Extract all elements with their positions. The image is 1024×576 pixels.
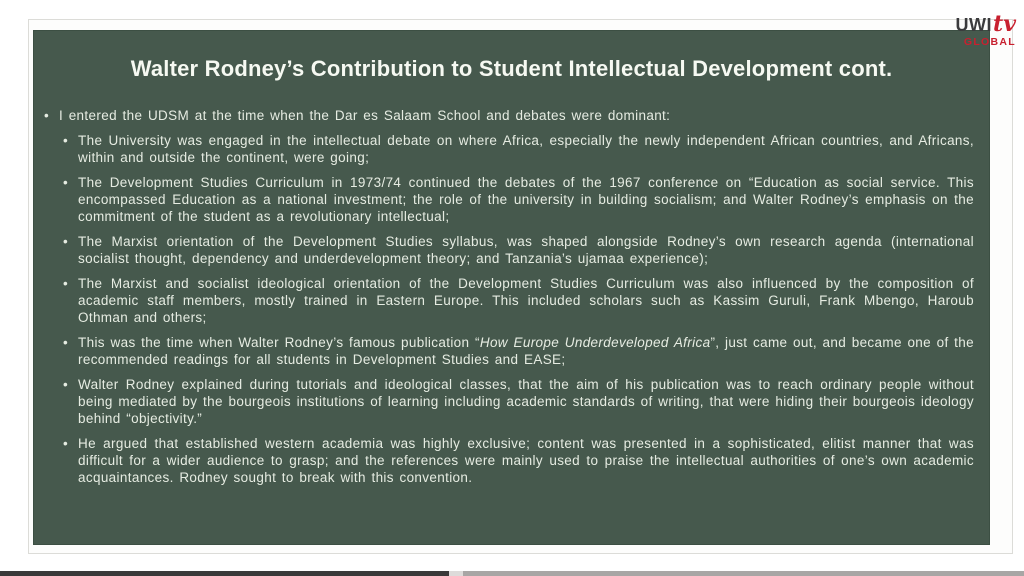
bullet-icon <box>44 107 59 124</box>
progress-bar-handle <box>449 571 463 576</box>
bullet-icon <box>63 376 78 427</box>
bullet-text <box>78 334 974 368</box>
bullet-list <box>33 107 990 486</box>
bullet-icon <box>63 132 78 166</box>
book-title-italic: How Europe Underdeveloped Africa <box>479 335 711 350</box>
bullet-text: Walter Rodney explained during tutorials and ideological classes, that the aim of his publication was to reach ordinary people without being mediated by the bourgeois institutions of learning including academic standards of writing, that were hiding their bourgeois ideology behind “objectivity.” <box>78 377 974 426</box>
bullet-item <box>63 275 974 326</box>
progress-bar-remaining <box>463 571 1024 576</box>
bullet-text: I entered the UDSM at the time when the Dar es Salaam School and debates were dominant: <box>59 108 671 123</box>
bullet-item <box>44 107 974 124</box>
bullet-icon <box>63 334 78 368</box>
bullet-text: The Marxist orientation of the Development Studies syllabus, was shaped alongside Rodney’s own research agenda (international socialist thought, dependency and underdevelopment theory; and Tanzania’s ujamaa experience); <box>78 234 974 266</box>
bullet-icon <box>63 233 78 267</box>
bullet-text: The Development Studies Curriculum in 1973/74 continued the debates of the 1967 conference on “Education as social service. This encompassed Education as a national investment; the role of the university in building socialism; and Walter Rodney’s emphasis on the commitment of the student as a revolutionary intellectual; <box>78 175 974 224</box>
bullet-item <box>63 376 974 427</box>
uwi-tv-global-logo <box>942 13 1016 48</box>
bullet-icon <box>63 275 78 326</box>
slide-title: Walter Rodney’s Contribution to Student Intellectual Development cont. <box>130 56 893 81</box>
bullet-icon <box>63 435 78 486</box>
bullet-item <box>63 233 974 267</box>
bullet-icon <box>63 174 78 225</box>
bullet-text-segment: This was the time when Walter Rodney’s famous publication “ <box>78 335 480 350</box>
slide <box>33 30 990 545</box>
video-progress-bar[interactable] <box>0 571 1024 576</box>
bullet-text: He argued that established western academia was highly exclusive; content was presented in a sophisticated, elitist manner that was difficult for a wider audience to grasp; and the references were mainly used to praise the intellectual authorities of one’s own academic acquaintances. Rodney sought to break with this convention. <box>78 436 974 485</box>
bullet-item <box>63 132 974 166</box>
uwi-logo-text: UWI <box>955 15 993 35</box>
bullet-item <box>63 334 974 368</box>
bullet-item <box>63 174 974 225</box>
progress-bar-elapsed <box>0 571 449 576</box>
bullet-text-segment: ”, just came out, and became one of the recommended readings for all students in Development Studies and EASE; <box>78 335 974 367</box>
bullet-text: The University was engaged in the intellectual debate on where Africa, especially the newly independent African countries, and Africans, within and outside the continent, were going; <box>78 133 974 165</box>
bullet-item <box>63 435 974 486</box>
bullet-text: The Marxist and socialist ideological orientation of the Development Studies Curriculum was also influenced by the composition of academic staff members, mostly trained in Eastern Europe. This included scholars such as Kassim Guruli, Frank Mbengo, Haroub Othman and others; <box>78 276 974 325</box>
tv-logo-text: tv <box>993 11 1016 37</box>
global-logo-text: GLOBAL <box>963 36 1016 48</box>
uwi-tv-logo-wordmark <box>942 13 1016 35</box>
